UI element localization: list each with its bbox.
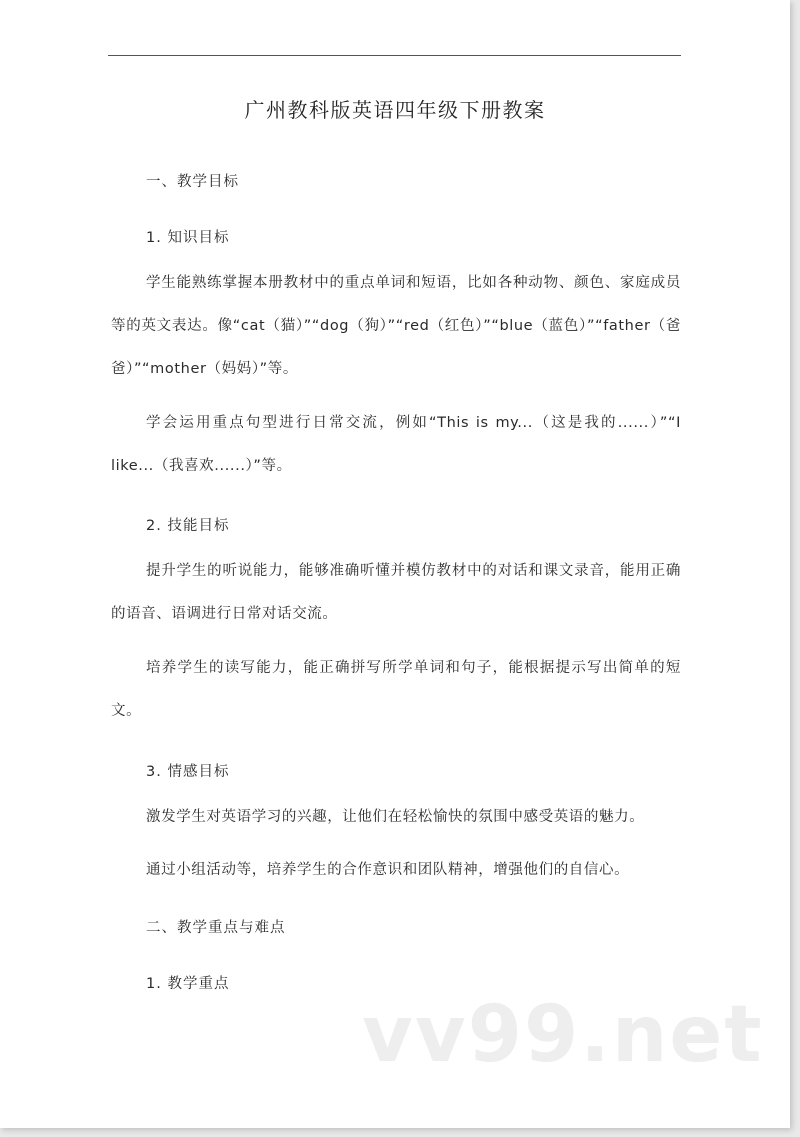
- paragraph-cooperation: 通过小组活动等，培养学生的合作意识和团队精神，增强他们的自信心。: [146, 862, 630, 878]
- document-title: 广州教科版英语四年级下册教案: [244, 98, 546, 122]
- section-heading-objectives: 一、教学目标: [146, 174, 239, 190]
- subheading-knowledge: 1. 知识目标: [146, 230, 230, 246]
- paragraph-vocabulary: 学生能熟练掌握本册教材中的重点单词和短语，比如各种动物、颜色、家庭成员等的英文表达。像“cat（猫）”“dog（狗）”“red（红色）”“blue（蓝色）”“father（爸爸）”“mother（妈妈）”等。: [111, 275, 681, 377]
- subheading-skills: 2. 技能目标: [146, 518, 230, 534]
- paragraph-listening-speaking: 提升学生的听说能力，能够准确听懂并模仿教材中的对话和课文录音，能用正确的语音、语调进行日常对话交流。: [111, 563, 681, 622]
- watermark-text: vv99.net: [362, 990, 764, 1080]
- section-heading-key-points: 二、教学重点与难点: [146, 920, 286, 936]
- paragraph-interest: 激发学生对英语学习的兴趣，让他们在轻松愉快的氛围中感受英语的魅力。: [146, 809, 645, 825]
- subheading-teaching-focus: 1. 教学重点: [146, 976, 230, 992]
- subheading-emotion: 3. 情感目标: [146, 764, 230, 780]
- paragraph-sentence-patterns: 学会运用重点句型进行日常交流，例如“This is my...（这是我的......）”“I like...（我喜欢......）”等。: [111, 415, 681, 474]
- paragraph-reading-writing: 培养学生的读写能力，能正确拼写所学单词和句子，能根据提示写出简单的短文。: [111, 660, 681, 719]
- header-rule: [108, 55, 681, 56]
